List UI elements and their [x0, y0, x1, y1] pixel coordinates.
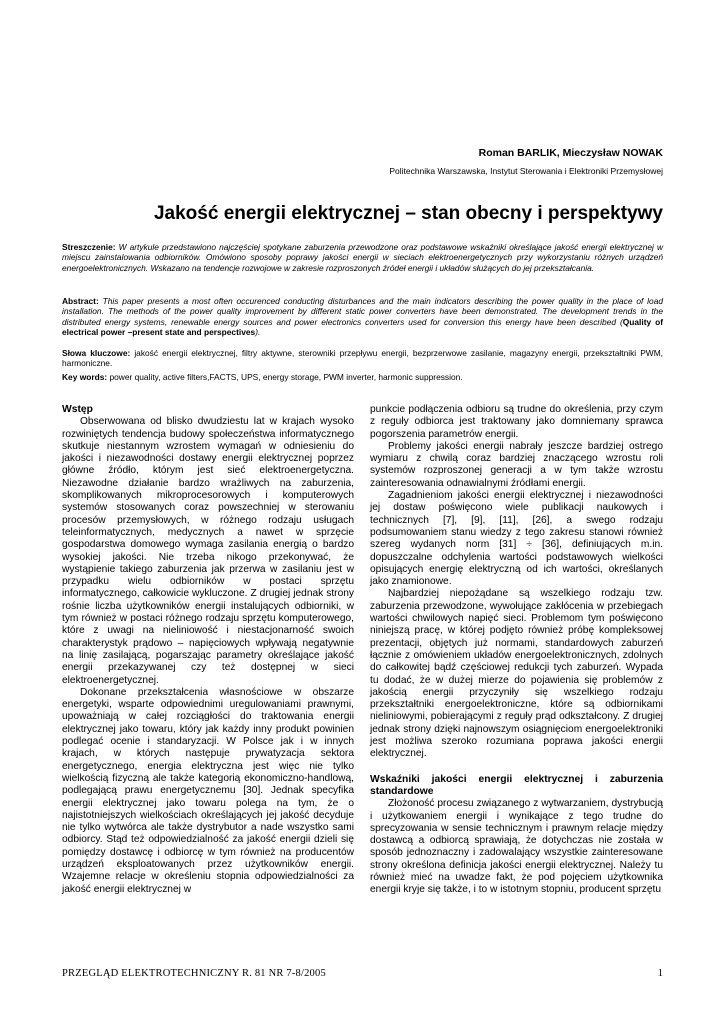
streszczenie-label: Streszczenie:	[62, 242, 116, 252]
abstract-end: ).	[255, 327, 261, 338]
section-heading-intro: Wstęp	[62, 404, 93, 415]
keywords-en-block	[62, 372, 663, 382]
left-column	[62, 404, 354, 896]
paragraph: Zagadnieniom jakości energii elektrycznej i niezawodności jej dostaw poświęcono wiele publikacji naukowych i technicznych [7], [9], [11], [26], a swego rodzaju podsumowaniem stanu wiedzy z tego zakresu stanowi również szereg wydanych norm [31] ÷ [36], definiujących m.in. dopuszczalne odchylenia wartości podstawowych wielkości opisujących energię elektryczną od ich wartości, określanych jako znamionowe.	[370, 490, 663, 588]
paragraph: Złożoność procesu związanego z wytwarzaniem, dystrybucją i użytkowaniem energii i wynikające z tego trudne do sprecyzowania w sensie technicznym i prawnym relacje między dostawcą a odbiorcą sprawiają, że dotychczas nie została w sposób jednoznaczny i zadowalający wszystkie zainteresowane strony określona definicja jakości energii elektrycznej. Należy tu również mieć na uwadze fakt, że pod pojęciem użytkownika energii kryje się także, i to w istotnym stopniu, producent sprzętu	[370, 798, 663, 896]
abstract-english-title: Quality of electrical power –present state and perspectives	[62, 316, 663, 338]
paragraph: Problemy jakości energii nabrały jeszcze bardziej ostrego wymiaru z chwilą coraz bardziej znaczącego wzrostu roli systemów rozproszonej generacji a w tym także wzrostu zainteresowania odnawialnymi źródłami energii.	[370, 440, 663, 489]
paragraph: Obserwowana od blisko dwudziestu lat w krajach wysoko rozwiniętych tendencja budowy społeczeństwa informatycznego skutkuje niestannym wzrostem wymagań w odniesieniu do jakości i niezawodności dostawy energii elektrycznej poprzez główne źródło, którym jest sieć elektroenergetyczna. Niezawodne działanie bardzo wrażliwych na zaburzenia, skomplikowanych mikroprocesorowych i komputerowych systemów stosowanych coraz powszechniej w sterowaniu procesów przemysłowych, w różnego rodzaju usługach teleinformatycznych, medycznych a nawet w sprzęcie gospodarstwa domowego wymaga zasilania energią o bardzo wysokiej jakości. Nie trzeba nikogo przekonywać, że wystąpienie takiego zaburzenia jak przerwa w zasilaniu jest w przypadku wielu odbiorników w postaci sprzętu informatycznego, całkowicie wykluczone. Z drugiej jednak strony rośnie liczba użytkowników energii instalujących odbiorniki, w tym również w postaci różnego rodzaju sprzętu komputerowego, które z uwagi na nieliniowość i niestacjonarność swoich charakterystyk prądowo – napięciowych wpływają negatywnie na linię zasilającą, pogarszając parametry określające jakość energii przekazywanej czy też dostępnej w sieci elektroenergetycznej.	[62, 416, 354, 686]
keywords-pl-label: Słowa kluczowe:	[62, 348, 131, 358]
paper-title: Jakość energii elektrycznej – stan obecny i perspektywy	[153, 203, 663, 224]
right-column	[370, 404, 663, 897]
abstract-block	[62, 296, 663, 338]
streszczenie-text: W artykule przedstawiono najczęściej spotykane zaburzenia przewodzone oraz podstawowe wskaźniki określające jakość energii elektrycznej w miejscu zainstalowania odbiorników. Omówiono sposoby poprawy jakości energii w sieciach elektroenergetycznych przy wykorzystaniu różnych urządzeń energoelektronicznych. Wskazano na tendencje rozwojowe w zakresie rozproszonych źródeł energii i układów służących do jej przekształcania.	[62, 242, 663, 273]
paragraph: Najbardziej niepożądane są wszelkiego rodzaju tzw. zaburzenia przewodzone, wywołujące zakłócenia w przebiegach wartości chwilowych napięć sieci. Problemom tym poświęcono niniejszą pracę, w której podjęto również próbę kompleksowej prezentacji, objętych już normami, standardowych zaburzeń łącznie z omówieniem układów energoelektronicznych, zdolnych do całkowitej bądź częściowej redukcji tych zaburzeń. Wypada tu dodać, że w dużej mierze do pojawienia się problemów z jakością energii przyczyniły się wszelkiego rodzaju przekształtniki energoelektroniczne, które są odbiornikami nieliniowymi, pobierającymi z reguły prąd odkształcony. Z drugiej jednak strony dzięki najnowszym osiągnięciom energoelektroniki jest możliwa szeroko rozumiana poprawa jakości energii elektrycznej.	[370, 588, 663, 760]
keywords-pl-block	[62, 348, 663, 369]
footer-journal: PRZEGLĄD ELEKTROTECHNICZNY R. 81 NR 7-8/2005	[62, 968, 326, 979]
abstract-label: Abstract:	[62, 296, 99, 306]
streszczenie-block	[62, 242, 663, 273]
authors: Roman BARLIK, Mieczysław NOWAK	[478, 147, 663, 159]
page-number: 1	[657, 968, 663, 979]
keywords-pl: jakość energii elektrycznej, filtry aktywne, sterowniki przepływu energii, bezprzerwowe zasilanie, magazyny energii, przekształtniki PWM, harmoniczne.	[62, 348, 663, 369]
abstract-text: This paper presents a most often occurenced conducting disturbances and the main indicators describing the power quality in the place of load installation. The methods of the power quality improvement by different static power converters have been demonstrated. The development trends in the distributed energy systems, renewable energy sources and power electronics converters used for conversion this energy have been described (	[62, 296, 664, 327]
keywords-en: power quality, active filters,FACTS, UPS, energy storage, PWM inverter, harmonic suppression.	[109, 372, 463, 382]
keywords-en-label: Key words:	[62, 372, 108, 382]
affiliation: Politechnika Warszawska, Instytut Sterowania i Elektroniki Przemysłowej	[389, 166, 663, 176]
section-heading-indicators: Wskaźniki jakości energii elektrycznej i zaburzenia standardowe	[370, 773, 663, 797]
paragraph: punkcie podłączenia odbioru są trudne do określenia, przy czym z reguły odbiorca jest traktowany jako domniemany sprawca pogorszenia parametrów energii.	[370, 404, 663, 440]
paragraph: Dokonane przekształcenia własnościowe w obszarze energetyki, wsparte odpowiednimi uregulowaniami prawnymi, upoważniają w całej rozciągłości do traktowania energii elektrycznej jako towaru, który jak każdy inny produkt powinien podlegać ocenie i standaryzacji. W Polsce jak i w innych krajach, w których następuje prywatyzacja sektora energetycznego, energia elektryczna jest więc nie tylko wielkością fizyczną ale także kategorią ekonomiczno-handlową, podlegającą prawu energetycznemu [30]. Jednak specyfika energii elektrycznej jako towaru polega na tym, że o najistotniejszych wielkościach określających jej jakość decyduje nie tylko wytwórca ale także dystrybutor a nade wszystko sami odbiorcy. Stąd też odpowiedzialność za jakość energii dzieli się pomiędzy dostawcę i odbiorcę w tym również na producentów urządzeń eksploatowanych przez użytkowników energii. Wzajemne relacje w określeniu stopnia odpowiedzialności za jakość energii elektrycznej w	[62, 686, 354, 895]
